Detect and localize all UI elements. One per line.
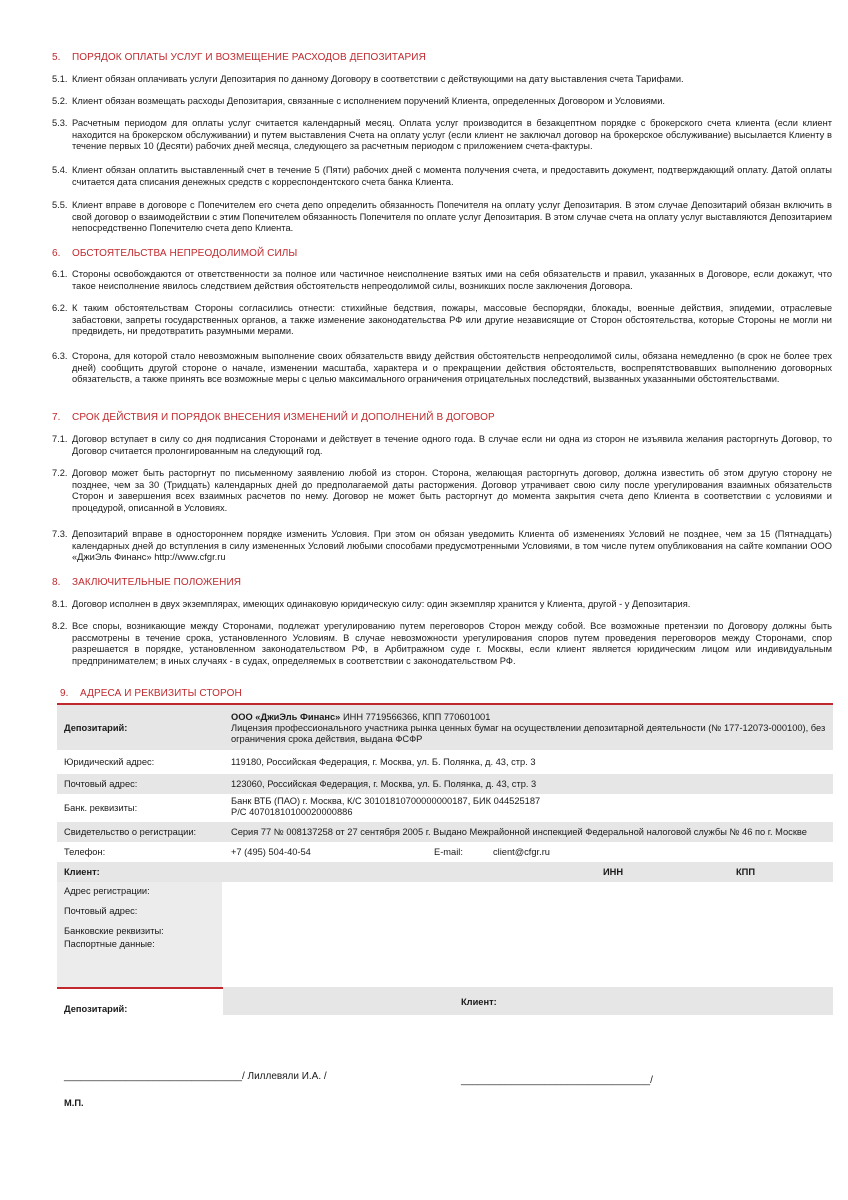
stamp-placeholder: М.П. [64, 1098, 84, 1108]
phone-value: +7 (495) 504-40-54 [231, 847, 311, 857]
client-reg-address-label: Адрес регистрации: [64, 886, 150, 896]
client-kpp-label: КПП [736, 867, 756, 877]
certificate-value: Серия 77 № 008137258 от 27 сентября 2005 г. Выдано Межрайонной инспекцией Федеральной налоговой службы № 46 по г. Москве [231, 827, 807, 837]
postal-address-row [57, 774, 833, 794]
client-inn-label: ИНН [603, 867, 624, 877]
requisites-table [57, 705, 833, 990]
clause-8-2: 8.2. Все споры, возникающие между Сторонами, подлежат урегулированию путем переговоров Сторон между собой. Все возможные претензии по Договору должны быть рассмотрены в течение срока, установленного Условиям. В случае невозможности урегулирования споров путем проведения переговоров между Сторонами, спор разрешается в порядке, установленном законодательством РФ, в Арбитражном суде г. Москвы, если клиент является юридическим лицом или индивидуальным предпринимателем; в иных случаях - в судах, определяемых в соответствии с законодательством РФ. [52, 621, 832, 666]
section-5-heading: 5. ПОРЯДОК ОПЛАТЫ УСЛУГ И ВОЗМЕЩЕНИЕ РАСХОДОВ ДЕПОЗИТАРИЯ [52, 52, 426, 63]
email-label: E-mail: [434, 847, 463, 857]
clause-6-2: 6.2. К таким обстоятельствам Стороны согласились отнести: стихийные бедствия, пожары, массовые беспорядки, блокады, военные действия, эпидемии, отраслевые забастовки, запреты государственных органов, а также изменение законодательства РФ или другие независящие от Сторон обстоятельства, которые Стороны не могли ни предвидеть, ни предотвратить разумными мерами. [52, 303, 832, 337]
certificate-row [57, 822, 833, 842]
depositary-label: Депозитарий: [64, 723, 128, 733]
depositary-name: ООО «ДжиЭль Финанс» [231, 712, 341, 722]
signature-client-label: Клиент: [461, 997, 497, 1007]
phone-row [57, 842, 833, 862]
postal-address-value: 123060, Российская Федерация, г. Москва, ул. Б. Полянка, д. 43, стр. 3 [231, 779, 537, 789]
signature-rule [57, 987, 223, 989]
bank-account-line-1: Банк ВТБ (ПАО) г. Москва, К/С 30101810700000000187, БИК 044525187 [231, 796, 541, 806]
certificate-label: Свидетельство о регистрации: [64, 827, 197, 837]
client-bank-details-label: Банковские реквизиты: [64, 926, 164, 936]
bank-details-label: Банк. реквизиты: [64, 803, 138, 813]
section-6-heading: 6. ОБСТОЯТЕЛЬСТВА НЕПРЕОДОЛИМОЙ СИЛЫ [52, 248, 298, 259]
clause-7-2: 7.2. Договор может быть расторгнут по письменному заявлению любой из сторон. Сторона, желающая расторгнуть договор, должна известить об этом другую сторону не позднее, чем за 30 (Тридцать) календарных дней до предполагаемой даты расторжения. Договор утрачивает свою силу после урегулирования взаимных обязательств Сторон и завершения всех взаимных расчетов по нему. Договор не может быть расторгнут до момента закрытия счета депо Клиента в соответствии с условиями и процедурой, описанной в Условиях. [52, 468, 832, 513]
client-header-row [57, 862, 833, 882]
depositary-row [57, 705, 833, 750]
clause-6-3: 6.3. Сторона, для которой стало невозможным выполнение своих обязательств ввиду действия обстоятельств непреодолимой силы, обязана немедленно (в срок не более трех дней) сообщить другой стороне о начале, изменении масштаба, характера и о прекращении действия обстоятельств, воспрепятствовавших выполнению договорных обязательств, а также принять все возможные меры с целью максимального ограничения отрицательных последствий, вызванных указанными обстоятельствами. [52, 351, 832, 385]
client-postal-address-label: Почтовый адрес: [64, 906, 138, 916]
section-8-heading: 8. ЗАКЛЮЧИТЕЛЬНЫЕ ПОЛОЖЕНИЯ [52, 577, 242, 588]
depositary-license: Лицензия профессионального участника рынка ценных бумаг на осуществлении депозитарной деятельности (№ 177-12073-000100), без ограничения срока действия, выдана ФСФР [231, 723, 826, 745]
clause-5-4: 5.4. Клиент обязан оплатить выставленный счет в течение 5 (Пяти) рабочих дней с момента получения счета, и предоставить документ, подтверждающий оплату. Датой оплаты считается дата списания денежных средств с корреспондентского счета банка Клиента. [52, 165, 832, 187]
client-signature-line: __________________________________/ [461, 1075, 653, 1086]
bank-details-value [231, 796, 831, 818]
clause-6-1: 6.1. Стороны освобождаются от ответственности за полное или частичное неисполнение взятых ими на себя обязательств и правил, указанных в Договоре, если докажут, что такое неисполнение явилось следствием действия обстоятельств непреодолимой силы, возникших после заключения Договора. [52, 269, 832, 291]
bank-account-line-2: Р/С 40701810100020000886 [231, 807, 353, 818]
legal-address-value: 119180, Российская Федерация, г. Москва, ул. Б. Полянка, д. 43, стр. 3 [231, 757, 536, 767]
legal-address-row [57, 752, 833, 772]
depositary-inn-kpp: ИНН 7719566366, КПП 770601001 [340, 712, 491, 722]
email-value: client@cfgr.ru [493, 847, 550, 857]
clause-7-3: 7.3. Депозитарий вправе в одностороннем порядке изменить Условия. При этом он обязан уведомить Клиента об изменениях Условий не позднее, чем за 15 (Пятнадцать) календарных дней до вступления в силу измененных Условий любыми способами предусмотренными Условиями, в том числе путем опубликования на сайте компании ООО «ДжиЭль Финанс» http://www.cfgr.ru [52, 529, 832, 563]
section-9-heading: 9. АДРЕСА И РЕКВИЗИТЫ СТОРОН [60, 688, 242, 699]
client-labels-column [57, 882, 222, 988]
clause-8-1: 8.1. Договор исполнен в двух экземплярах, имеющих одинаковую юридическую силу: один экземпляр хранится у Клиента, другой - у Депозитария. [52, 599, 691, 609]
clause-5-2: 5.2. Клиент обязан возмещать расходы Депозитария, связанные с исполнением поручений Клиента, определенных Договором и Условиями. [52, 96, 665, 106]
clause-7-1: 7.1. Договор вступает в силу со дня подписания Сторонами и действует в течение одного года. В случае если ни одна из сторон не изъявила желания расторгнуть Договор, то Договор считается пролонгированным на следующий год. [52, 434, 832, 456]
bank-details-row [57, 794, 833, 822]
client-passport-label: Паспортные данные: [64, 939, 155, 949]
legal-address-label: Юридический адрес: [64, 757, 155, 767]
client-details-block [57, 882, 833, 988]
postal-address-label: Почтовый адрес: [64, 779, 138, 789]
signature-depositary-label: Депозитарий: [64, 1004, 128, 1014]
clause-5-1: 5.1. Клиент обязан оплачивать услуги Депозитария по данному Договору в соответствии с действующими на дату выставления счета Тарифами. [52, 74, 684, 84]
phone-label: Телефон: [64, 847, 106, 857]
section-7-heading: 7. СРОК ДЕЙСТВИЯ И ПОРЯДОК ВНЕСЕНИЯ ИЗМЕНЕНИЙ И ДОПОЛНЕНИЙ В ДОГОВОР [52, 412, 495, 423]
depositary-signature-line: ________________________________/ Лиллевяли И.А. / [64, 1071, 327, 1082]
depositary-info [231, 712, 831, 746]
clause-5-5: 5.5. Клиент вправе в договоре с Попечителем его счета депо определить обязанность Попечителя на оплату услуг Депозитария. В этом случае Депозитарий обязан включить в свой договор о взаимодействии с этим Попечителем обязанность Попечителя по оплате услуг Депозитария. В этом случае счета на оплату услуг выставляются Депозитарием непосредственно Попечителю счета депо Клиента. [52, 200, 832, 234]
client-label: Клиент: [64, 867, 100, 877]
signature-client-band [223, 987, 833, 1015]
clause-5-3: 5.3. Расчетным периодом для оплаты услуг считается календарный месяц. Оплата услуг производится в безакцептном порядке с брокерского счета клиента (если клиент находится на брокерском обслуживании) и путем выставления Счета на оплату услуг (если клиент не заключал договор на брокерское обслуживание) высылается Клиенту в течение первых 10 (Десяти) рабочих дней месяца, следующего за расчетным периодом с приложением счета-фактуры. [52, 118, 832, 152]
